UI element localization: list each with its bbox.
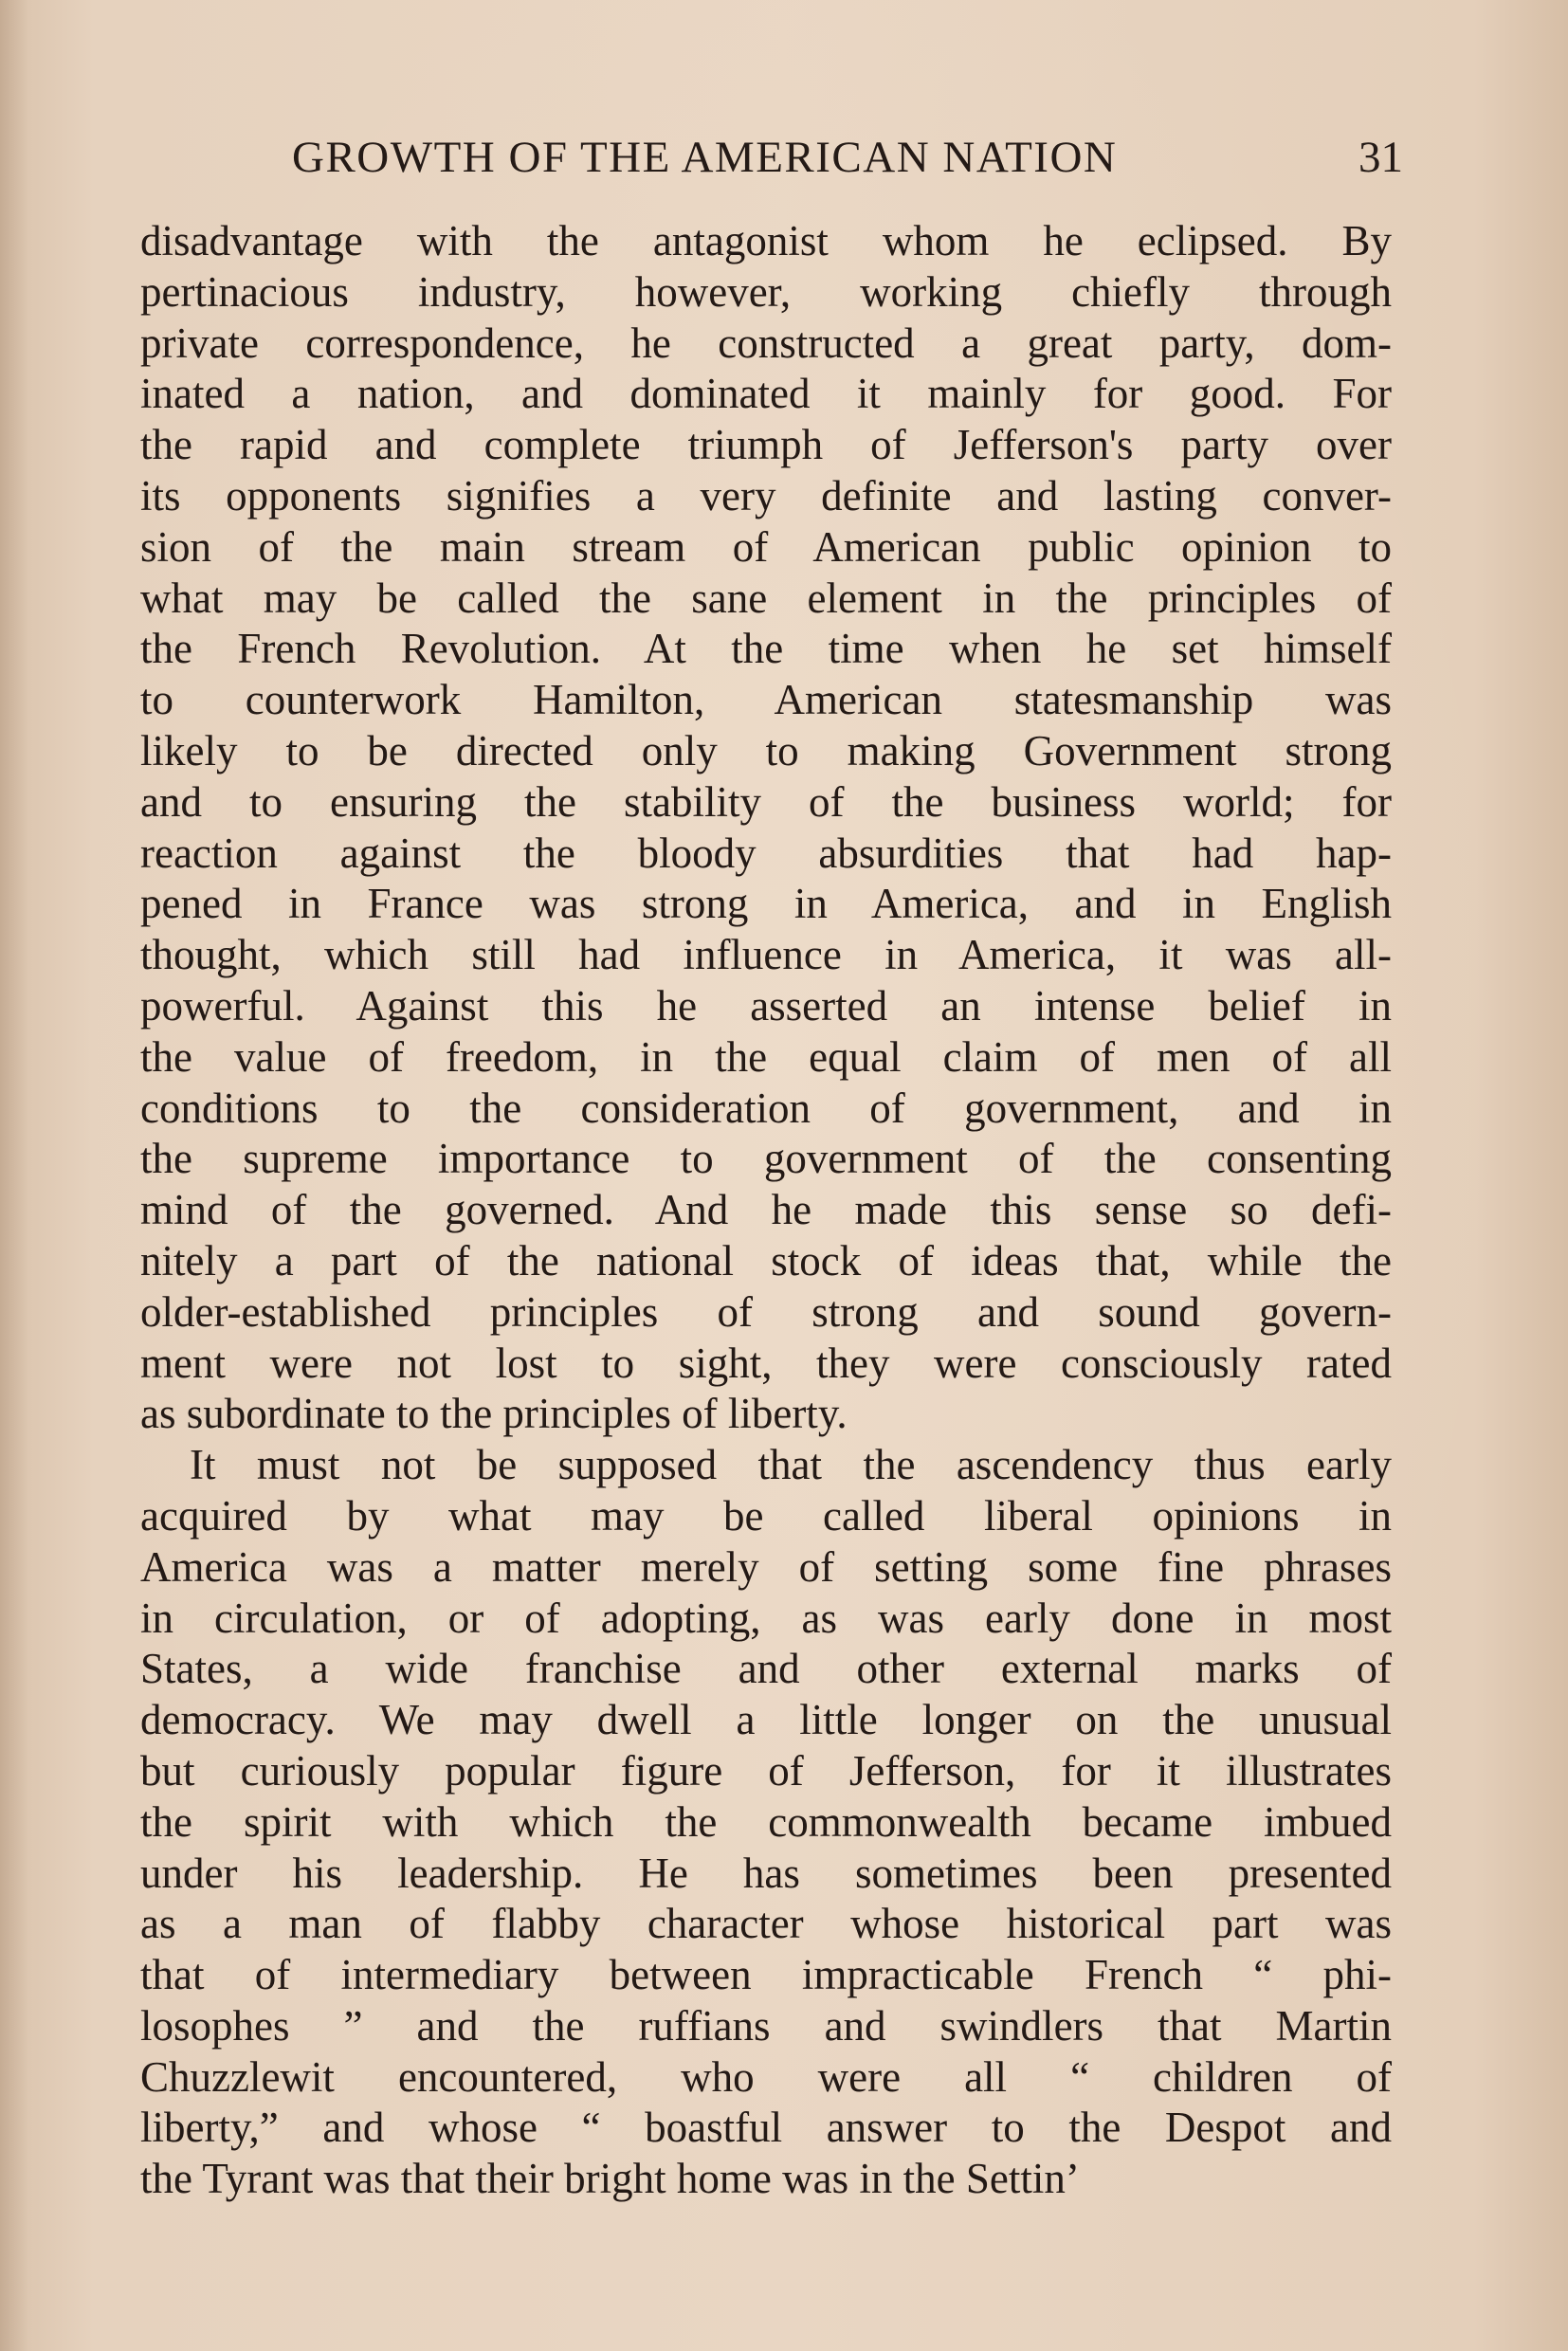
text-line: and to ensuring the stability of the business world; for — [140, 777, 1392, 826]
text-line: thought, which still had influence in America, it was all- — [140, 931, 1392, 979]
page-gutter-shadow — [0, 0, 28, 2351]
text-line: what may be called the sane element in the principles of — [140, 574, 1392, 622]
text-line: powerful. Against this he asserted an intense belief in — [140, 981, 1392, 1030]
text-line: older-established principles of strong and sound govern- — [140, 1287, 1392, 1336]
text-line: pertinacious industry, however, working chiefly through — [140, 267, 1392, 316]
text-line: inated a nation, and dominated it mainly for good. For — [140, 370, 1392, 418]
text-line: conditions to the consideration of government, and in — [140, 1084, 1392, 1132]
text-line: private correspondence, he constructed a great party, dom- — [140, 319, 1392, 367]
text-line: Chuzzlewit encountered, who were all “ children of — [140, 2052, 1392, 2101]
text-line: to counterwork Hamilton, American statesmanship was — [140, 676, 1392, 724]
page-number: 31 — [1358, 133, 1403, 182]
text-line: the French Revolution. At the time when he set himself — [140, 625, 1392, 673]
text-line: losophes ” and the ruffians and swindlers that Martin — [140, 2001, 1392, 2050]
text-line: democracy. We may dwell a little longer on the unusual — [140, 1696, 1392, 1744]
text-line: mind of the governed. And he made this sense so defi- — [140, 1186, 1392, 1234]
text-line: under his leadership. He has sometimes been presented — [140, 1849, 1392, 1897]
text-line: States, a wide franchise and other external marks of — [140, 1645, 1392, 1693]
text-line: that of intermediary between impracticable French “ phi- — [140, 1951, 1392, 1999]
text-line: in circulation, or of adopting, as was early done in most — [140, 1594, 1392, 1642]
running-head — [142, 121, 1403, 193]
paragraph — [140, 1440, 1392, 2205]
text-line: America was a matter merely of setting some fine phrases — [140, 1542, 1392, 1591]
text-line: the supreme importance to government of the consenting — [140, 1135, 1392, 1183]
text-line: liberty,” and whose “ boastful answer to the Despot and — [140, 2104, 1392, 2152]
text-line: as subordinate to the principles of liberty. — [140, 1390, 848, 1438]
text-line: its opponents signifies a very definite and lasting conver- — [140, 471, 1392, 519]
text-line: It must not be supposed that the ascendency thus early — [190, 1441, 1392, 1489]
body-text — [140, 216, 1392, 2205]
text-line: sion of the main stream of American public opinion to — [140, 522, 1392, 571]
text-line: the spirit with which the commonwealth became imbued — [140, 1797, 1392, 1846]
text-line: the value of freedom, in the equal claim of men of all — [140, 1032, 1392, 1081]
text-line: pened in France was strong in America, and in English — [140, 880, 1392, 928]
text-line: likely to be directed only to making Government strong — [140, 726, 1392, 775]
text-line: acquired by what may be called liberal opinions in — [140, 1491, 1392, 1540]
text-line: nitely a part of the national stock of ideas that, while the — [140, 1236, 1392, 1285]
text-line: ment were not lost to sight, they were consciously rated — [140, 1339, 1392, 1387]
text-line: as a man of flabby character whose historical part was — [140, 1900, 1392, 1948]
text-line: disadvantage with the antagonist whom he eclipsed. By — [140, 217, 1392, 264]
text-line: the rapid and complete triumph of Jefferson's party over — [140, 421, 1392, 469]
paragraph — [140, 216, 1392, 1440]
text-line: reaction against the bloody absurdities that had hap- — [140, 829, 1392, 877]
text-line: the Tyrant was that their bright home was in the Settin’ — [140, 2155, 1080, 2203]
running-title: GROWTH OF THE AMERICAN NATION — [292, 133, 1118, 182]
text-line: but curiously popular figure of Jefferson, for it illustrates — [140, 1746, 1392, 1795]
